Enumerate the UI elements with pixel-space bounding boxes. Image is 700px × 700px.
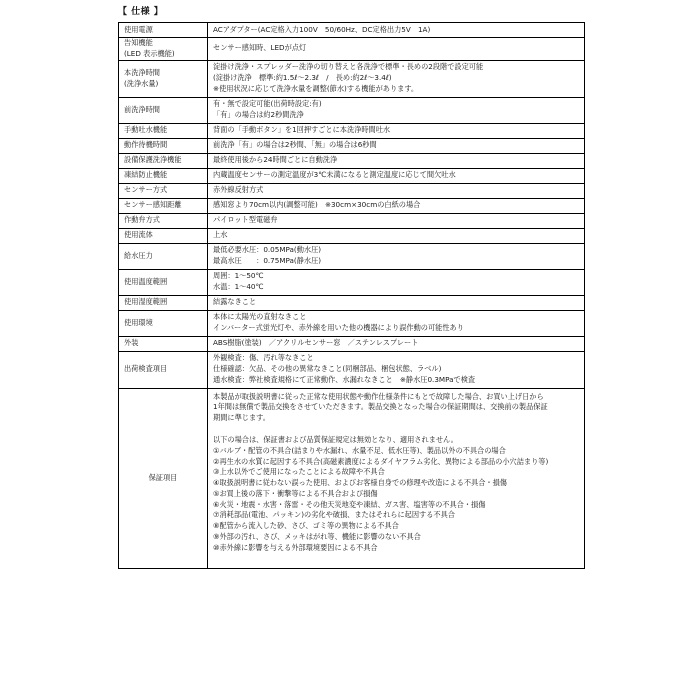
spec-value-line: 上水 [213,230,228,240]
spec-value-line: 最高水圧 ：0.75MPa(静水圧) [213,256,322,266]
spec-row [119,213,585,228]
spec-value-line: ⑧配管から流入した砂、さび、ゴミ等の異物による不具合 [213,521,399,531]
spec-value-line: ②再生水の水質に起因する不具合(高磁素濃度によるダイヤフラム劣化、異物による部品の小穴詰まり等) [213,456,549,466]
spec-value [208,138,585,153]
spec-value-line: インバーター式蛍光灯や、赤外線を用いた他の機器により誤作動の可能性あり [213,323,464,333]
spec-label [119,60,208,97]
spec-label [119,269,208,295]
spec-value-line [213,554,579,565]
spec-row [119,228,585,243]
spec-label-text: 外装 [124,338,139,348]
spec-label [119,198,208,213]
spec-value-line: 1年間は無償で製品交換をさせていただきます。製品交換となった場合の保証期間は、交換前の製品保証 [213,402,548,412]
spec-label-text: (LED 表示機能) [124,48,175,58]
spec-value-line: ⑦消耗部品(電池、パッキン)の劣化や破損、またはそれらに起因する不具合 [213,510,455,520]
spec-value [208,97,585,123]
spec-value [208,183,585,198]
spec-label [119,183,208,198]
spec-value [208,123,585,138]
spec-row [119,153,585,168]
spec-value-line: 水温：1〜40℃ [213,282,264,292]
spec-label [119,336,208,351]
spec-value [208,168,585,183]
spec-label [119,243,208,269]
spec-value-line: 通水検査：弊社検査規格にて正常動作、水漏れなきこと ※静水圧0.3MPaで検査 [213,374,476,384]
spec-value-line: 有・無で設定可能(出荷時設定:有) [213,99,322,109]
spec-label-text: 動作待機時間 [124,140,168,150]
spec-value-line: 最終使用後から24時間ごとに自動洗浄 [213,155,338,165]
spec-label-text: 手動吐水機能 [124,125,168,135]
spec-value [208,38,585,61]
spec-row [119,123,585,138]
spec-value [208,198,585,213]
spec-row [119,168,585,183]
spec-value-line: 内蔵温度センサーの測定温度が3℃未満になると測定温度に応じて間欠吐水 [213,170,456,180]
spec-label [119,38,208,61]
spec-row [119,243,585,269]
spec-value [208,243,585,269]
spec-label [119,310,208,336]
spec-value [208,228,585,243]
spec-label-text: 告知機能 [124,38,153,47]
spec-value-line: センサー感知時、LEDが点灯 [213,43,307,53]
spec-label [119,351,208,388]
spec-value-line: ①バルブ・配管の不具合(詰まりや水漏れ、水量不足、低水圧等)、製品以外の不具合の場合 [213,445,506,455]
spec-value-line: 赤外線反射方式 [213,185,264,195]
spec-value-line: 外観検査：傷、汚れ等なきこと [213,353,314,363]
spec-label-text: 給水圧力 [124,250,153,260]
spec-value-line [213,424,579,435]
spec-value-line: 「有」の場合は約2秒間洗浄 [213,110,304,120]
spec-value [208,269,585,295]
spec-value-line: 仕様確認：欠品、その他の異常なきこと(同梱部品、梱包状態、ラベル) [213,364,442,374]
spec-value-line: 結露なきこと [213,297,257,307]
spec-value-line: 周囲：1〜50℃ [213,271,264,281]
spec-row [119,269,585,295]
spec-label-text: 使用温度範囲 [124,276,168,286]
spec-value-line: ACアダプター(AC定格入力100V 50/60Hz、DC定格出力5V 1A) [213,24,431,34]
spec-value [208,153,585,168]
spec-value-line: ⑨外部の汚れ、さび、メッキはがれ等、機能に影響のない不具合 [213,532,421,542]
spec-value-line: ABS樹脂(塗装) ／アクリルセンサー窓 ／ステンレスプレート [213,338,419,348]
spec-label-text: 保証項目 [148,472,178,482]
spec-label-text: 本洗浄時間 [124,67,160,77]
spec-label-text: センサー感知距離 [124,200,182,210]
spec-value-line: 本製品が取扱説明書に従った正常な使用状態や動作仕様条件にもとで故障した場合、お買い上げ日から [213,391,544,401]
spec-label [119,295,208,310]
spec-value-line: ⑤お買上後の落下・衝撃等による不具合および損傷 [213,488,378,498]
spec-row [119,23,585,38]
spec-row [119,38,585,61]
spec-row [119,183,585,198]
spec-label [119,388,208,568]
spec-row [119,351,585,388]
spec-value-line: ⑥火災・地震・水害・落雷・その他天災地変や凍結、ガス害、塩害等の不具合・損傷 [213,499,486,509]
spec-label-text: 使用電源 [124,24,153,34]
spec-label-text: 作動弁方式 [124,215,160,225]
spec-table [118,22,585,569]
spec-value [208,295,585,310]
spec-label-text: センサー方式 [124,185,168,195]
spec-row [119,388,585,568]
spec-label [119,213,208,228]
spec-value-line: 本体に太陽光の直射なきこと [213,312,307,322]
spec-label-text: 設備保護洗浄機能 [124,155,182,165]
spec-row [119,295,585,310]
spec-row [119,97,585,123]
spec-row [119,310,585,336]
spec-value [208,351,585,388]
spec-label [119,23,208,38]
spec-value-line: ⑩赤外線に影響を与える外部環境要因による不具合 [213,542,378,552]
spec-value-line: ③上水以外でご使用になったことによる故障や不具合 [213,467,385,477]
spec-value-line: (淀掛け洗浄 標準:約1.5ℓ〜2.3ℓ / 長め:約2ℓ〜3.4ℓ) [213,73,392,83]
spec-label [119,228,208,243]
spec-value-line: 感知窓より70cm以内(調整可能) ※30cm×30cmの白紙の場合 [213,200,421,210]
spec-value-line: ④取扱説明書に従わない誤った使用、およびお客様自身での修理や改造による不具合・損傷 [213,478,507,488]
spec-label-text: (洗浄水量) [124,78,159,88]
spec-value [208,23,585,38]
spec-value-line: パイロット型電磁弁 [213,215,278,225]
spec-value-line: 以下の場合は、保証書および品質保証規定は無効となり、適用されません。 [213,434,458,444]
spec-row [119,336,585,351]
spec-value [208,60,585,97]
spec-value-line: 淀掛け洗浄・スプレッダー洗浄の切り替えと各洗浄で標準・長めの2段階で設定可能 [213,62,484,72]
spec-value-line: 前洗浄「有」の場合は2秒間、「無」の場合は6秒間 [213,140,377,150]
spec-value [208,336,585,351]
spec-value-line: ※使用状況に応じて洗浄水量を調整(節水)する機能があります。 [213,83,419,93]
spec-value [208,213,585,228]
spec-label [119,168,208,183]
spec-label [119,97,208,123]
spec-label-text: 前洗浄時間 [124,104,160,114]
spec-row [119,60,585,97]
spec-value-line: 背面の「手動ボタン」を1回押すごとに本洗浄時間吐水 [213,125,391,135]
spec-label [119,123,208,138]
spec-label-text: 出荷検査項目 [124,364,168,374]
spec-label-text: 使用流体 [124,230,153,240]
spec-label [119,138,208,153]
spec-label-text: 凍結防止機能 [124,170,168,180]
spec-row [119,138,585,153]
spec-value [208,388,585,568]
spec-heading: 【 仕様 】 [118,7,164,17]
spec-value [208,310,585,336]
spec-value-line: 最低必要水圧：0.05MPa(動水圧) [213,245,322,255]
spec-label-text: 使用湿度範囲 [124,297,168,307]
spec-row [119,198,585,213]
spec-value-line: 期間に準じます。 [213,413,270,423]
spec-label [119,153,208,168]
spec-label-text: 使用環境 [124,317,153,327]
